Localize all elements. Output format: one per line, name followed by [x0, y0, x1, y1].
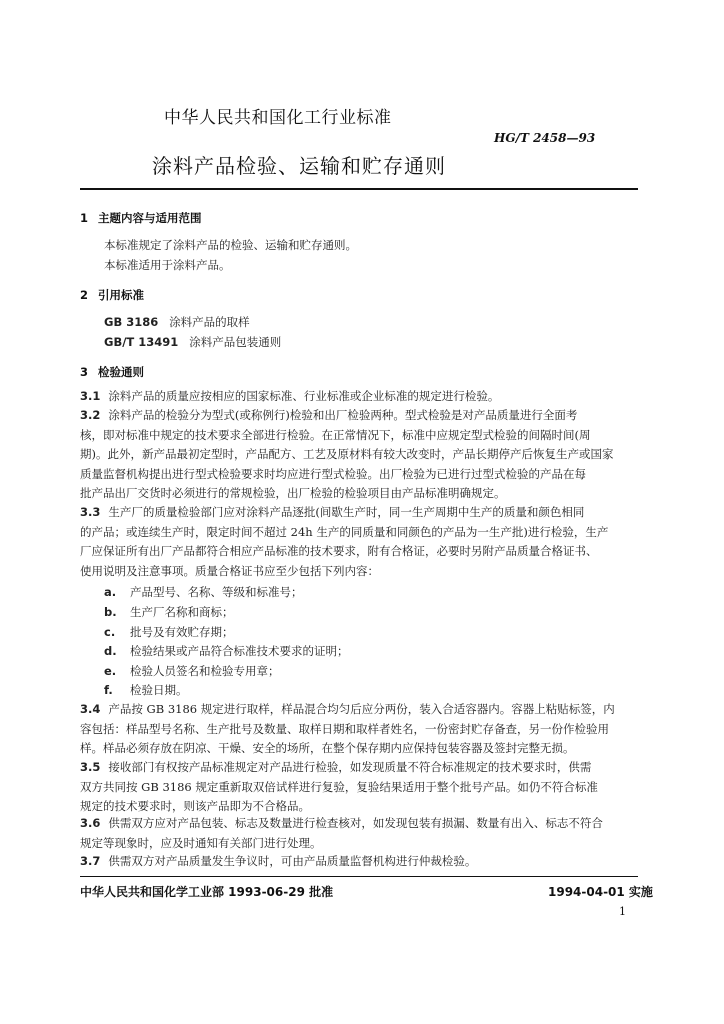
section-number: 1	[80, 211, 89, 225]
clause-3-4	[80, 700, 638, 759]
clause-line: 厂应保证所有出厂产品都符合相应产品标准的技术要求，附有合格证，必要时另附产品质量合格证书、	[80, 544, 598, 558]
clause-line: 规定等现象时，应及时通知有关部门进行处理。	[80, 835, 322, 850]
clause-number: 3.5	[80, 760, 101, 774]
section-1-line: 本标准适用于涂料产品。	[104, 258, 231, 272]
list-letter: d.	[104, 644, 117, 658]
list-item	[104, 584, 303, 600]
clause-3-2	[80, 406, 638, 504]
clause-line	[80, 406, 638, 426]
section-3-heading	[80, 364, 144, 380]
list-text: 检验日期。	[130, 683, 188, 697]
clause-number: 3.4	[80, 702, 101, 716]
list-item	[104, 624, 234, 640]
section-1-line: 本标准规定了涂料产品的检验、运输和贮存通则。	[104, 238, 357, 252]
clause-3-6	[80, 814, 638, 853]
reference-code: GB 3186	[104, 315, 159, 329]
clause-line: 期)。此外，新产品最初定型时，产品配方、工艺及原材料有较大改变时，产品长期停产后恢复生产或国家	[80, 447, 614, 461]
list-letter: a.	[104, 585, 117, 599]
section-title: 引用标准	[98, 288, 144, 302]
industry-standard-title: 中华人民共和国化工行业标准	[164, 108, 392, 128]
clause-line: 涂料产品的质量应按相应的国家标准、行业标准或企业标准的规定进行检验。	[108, 389, 500, 403]
list-letter: f.	[104, 683, 113, 697]
section-2-heading	[80, 287, 144, 303]
clause-line: 的产品；或连续生产时，限定时间不超过 24h 生产的同质量和同颜色的产品为一生产批)进行检验，生产	[80, 524, 609, 539]
list-text: 检验结果或产品符合标准技术要求的证明；	[130, 644, 349, 658]
clause-line: 供需双方对产品质量发生争议时，可由产品质量监督机构进行仲裁检验。	[108, 854, 477, 868]
section-number: 3	[80, 365, 89, 379]
list-text: 生产厂名称和商标；	[130, 605, 234, 619]
clause-text: 生产厂的质量检验部门应对涂料产品逐批(间歇生产时，同一生产周期中生产的质量和颜色相同	[108, 505, 585, 519]
clause-3-3	[80, 503, 638, 581]
clause-line: 使用说明及注意事项。质量合格证书应至少包括下列内容：	[80, 563, 379, 578]
reference-code: GB/T 13491	[104, 335, 179, 349]
list-text: 批号及有效贮存期；	[130, 625, 234, 639]
list-text: 检验人员签名和检验专用章；	[130, 664, 280, 678]
clause-line: 批产品出厂交货时必须进行的常规检验，出厂检验的检验项目由产品标准明确规定。	[80, 486, 506, 500]
clause-number: 3.7	[80, 854, 101, 868]
section-title: 主题内容与适用范围	[98, 211, 202, 225]
clause-text: 涂料产品的检验分为型式(或称例行)检验和出厂检验两种。型式检验是对产品质量进行全面考	[108, 408, 578, 422]
reference-standard	[104, 314, 250, 330]
clause-line: 核，即对标准中规定的技术要求全部进行检验。在正常情况下，标准中应规定型式检验的间隔时间(周	[80, 427, 591, 442]
standard-code: HG/T 2458—93	[494, 131, 596, 145]
footer-divider	[80, 876, 638, 877]
clause-text: 供需双方应对产品包装、标志及数量进行检查核对，如发现包装有损漏、数量有出入、标志不符合	[108, 816, 603, 830]
section-1-heading	[80, 210, 202, 226]
clause-text: 产品按 GB 3186 规定进行取样，样品混合均匀后应分两份，装入合适容器内。容器上粘贴标签，内	[108, 702, 615, 716]
section-number: 2	[80, 288, 89, 302]
approval-statement: 中华人民共和国化学工业部 1993-06-29 批准	[80, 885, 334, 899]
list-item	[104, 604, 234, 620]
clause-line: 规定的技术要求时，则该产品即为不合格品。	[80, 799, 310, 813]
clause-line: 容包括：样品型号名称、生产批号及数量、取样日期和取样者姓名，一份密封贮存备查，另一份作检验用	[80, 721, 609, 736]
clause-line: 样。样品必须存放在阴凉、干燥、安全的场所，在整个保存期内应保持包装容器及签封完整无损。	[80, 741, 575, 755]
clause-text: 接收部门有权按产品标准规定对产品进行检验，如发现质量不符合标准规定的技术要求时，供需	[108, 760, 592, 774]
clause-number: 3.2	[80, 408, 101, 422]
list-item	[104, 682, 188, 698]
clause-line: 质量监督机构提出进行型式检验要求时均应进行型式检验。出厂检验为已进行过型式检验的产品在每	[80, 466, 586, 481]
clause-number: 3.3	[80, 505, 101, 519]
clause-3-5	[80, 758, 638, 817]
clause-line	[80, 814, 638, 834]
clause-number: 3.1	[80, 389, 101, 403]
list-item	[104, 663, 280, 679]
clause-3-1	[80, 387, 638, 407]
list-item	[104, 643, 349, 659]
reference-name: 涂料产品包装通则	[189, 335, 282, 349]
clause-line	[80, 700, 638, 720]
list-letter: e.	[104, 664, 117, 678]
document-title: 涂料产品检验、运输和贮存通则	[152, 154, 446, 178]
clause-line	[80, 758, 638, 778]
list-text: 产品型号、名称、等级和标准号；	[130, 585, 303, 599]
header-divider	[80, 188, 638, 190]
clause-number: 3.6	[80, 816, 101, 830]
list-letter: b.	[104, 605, 117, 619]
clause-line	[80, 503, 638, 523]
reference-name: 涂料产品的取样	[169, 315, 250, 329]
reference-standard	[104, 334, 281, 350]
page-number: 1	[619, 905, 626, 918]
section-title: 检验通则	[98, 365, 144, 379]
implementation-date: 1994-04-01 实施	[548, 885, 653, 899]
list-letter: c.	[104, 625, 116, 639]
clause-3-7	[80, 852, 638, 872]
clause-line: 双方共同按 GB 3186 规定重新取双倍试样进行复验，复验结果适用于整个批号产品。如仍不符合标准	[80, 779, 598, 794]
